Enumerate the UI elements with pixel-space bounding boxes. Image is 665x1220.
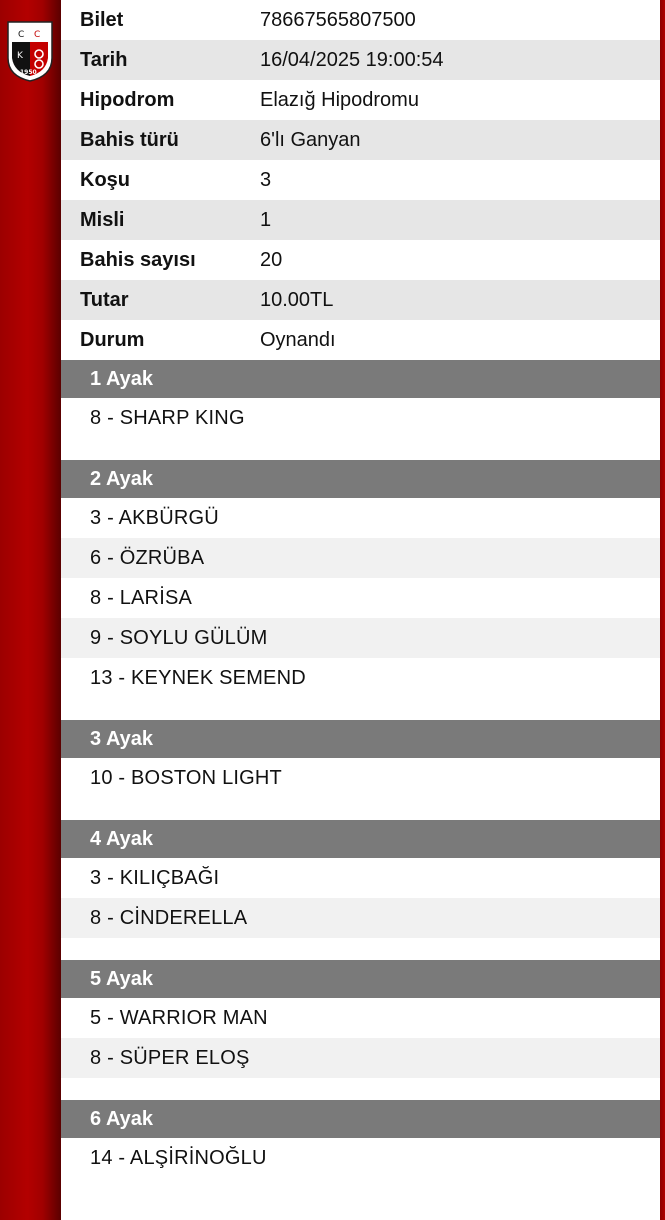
- svg-text:C: C: [34, 30, 41, 40]
- info-value: 20: [260, 248, 283, 271]
- info-value: 78667565807500: [260, 8, 416, 31]
- info-label: Hipodrom: [80, 88, 175, 111]
- leg-section: [61, 720, 660, 798]
- info-label: Bilet: [80, 8, 124, 31]
- horse-selection: 5 - WARRIOR MAN: [90, 1006, 268, 1029]
- info-label: Tarih: [80, 48, 128, 71]
- horse-selection: 8 - SÜPER ELOŞ: [61, 1038, 660, 1078]
- info-row: [61, 200, 660, 240]
- horse-selection: 8 - SHARP KING: [90, 406, 245, 429]
- info-row: [61, 80, 660, 120]
- info-label: Misli: [80, 208, 125, 231]
- leg-section: [61, 460, 660, 698]
- info-label: Koşu: [80, 168, 130, 191]
- horse-selection: 3 - KILIÇBAĞI: [90, 866, 220, 889]
- leg-header: 1 Ayak: [61, 360, 660, 398]
- svg-text:K: K: [17, 51, 23, 61]
- info-row: [61, 320, 660, 360]
- leg-section: [61, 360, 660, 438]
- logo-year: 1950: [20, 69, 37, 76]
- club-crest-icon[interactable]: [5, 18, 55, 82]
- horse-selection: 3 - AKBÜRGÜ: [90, 506, 219, 529]
- info-value: 3: [260, 168, 272, 191]
- info-value: 6'lı Ganyan: [260, 128, 361, 151]
- leg-section: [61, 960, 660, 1078]
- horse-selection: 8 - LARİSA: [90, 586, 193, 609]
- horse-selection: 14 - ALŞİRİNOĞLU: [90, 1146, 267, 1169]
- info-value: 16/04/2025 19:00:54: [260, 48, 444, 71]
- leg-section: [61, 1100, 660, 1178]
- info-label: Bahis sayısı: [80, 248, 196, 271]
- info-row: [61, 160, 660, 200]
- svg-text:C: C: [18, 30, 25, 40]
- leg-header: 4 Ayak: [61, 820, 660, 858]
- ticket-info: [61, 0, 660, 360]
- info-label: Durum: [80, 328, 145, 351]
- leg-header: 5 Ayak: [61, 960, 660, 998]
- horse-selection: 10 - BOSTON LIGHT: [90, 766, 282, 789]
- info-row: [61, 0, 660, 40]
- info-row: [61, 280, 660, 320]
- info-row: [61, 240, 660, 280]
- horse-selection: 6 - ÖZRÜBA: [61, 538, 660, 578]
- info-value: 10.00TL: [260, 288, 334, 311]
- info-value: Oynandı: [260, 328, 336, 351]
- horse-selection: 9 - SOYLU GÜLÜM: [61, 618, 660, 658]
- info-label: Bahis türü: [80, 128, 179, 151]
- info-row: [61, 120, 660, 160]
- ticket-detail: [61, 0, 660, 1200]
- horse-selection: 13 - KEYNEK SEMEND: [90, 666, 306, 689]
- leg-header: 3 Ayak: [61, 720, 660, 758]
- leg-section: [61, 820, 660, 938]
- info-label: Tutar: [80, 288, 129, 311]
- info-value: Elazığ Hipodromu: [260, 88, 419, 111]
- legs-list: [61, 360, 660, 1178]
- leg-header: 6 Ayak: [61, 1100, 660, 1138]
- info-row: [61, 40, 660, 80]
- leg-header: 2 Ayak: [61, 460, 660, 498]
- right-border: [660, 0, 665, 1220]
- sidebar: [0, 0, 61, 1220]
- info-value: 1: [260, 208, 272, 231]
- horse-selection: 8 - CİNDERELLA: [61, 898, 660, 938]
